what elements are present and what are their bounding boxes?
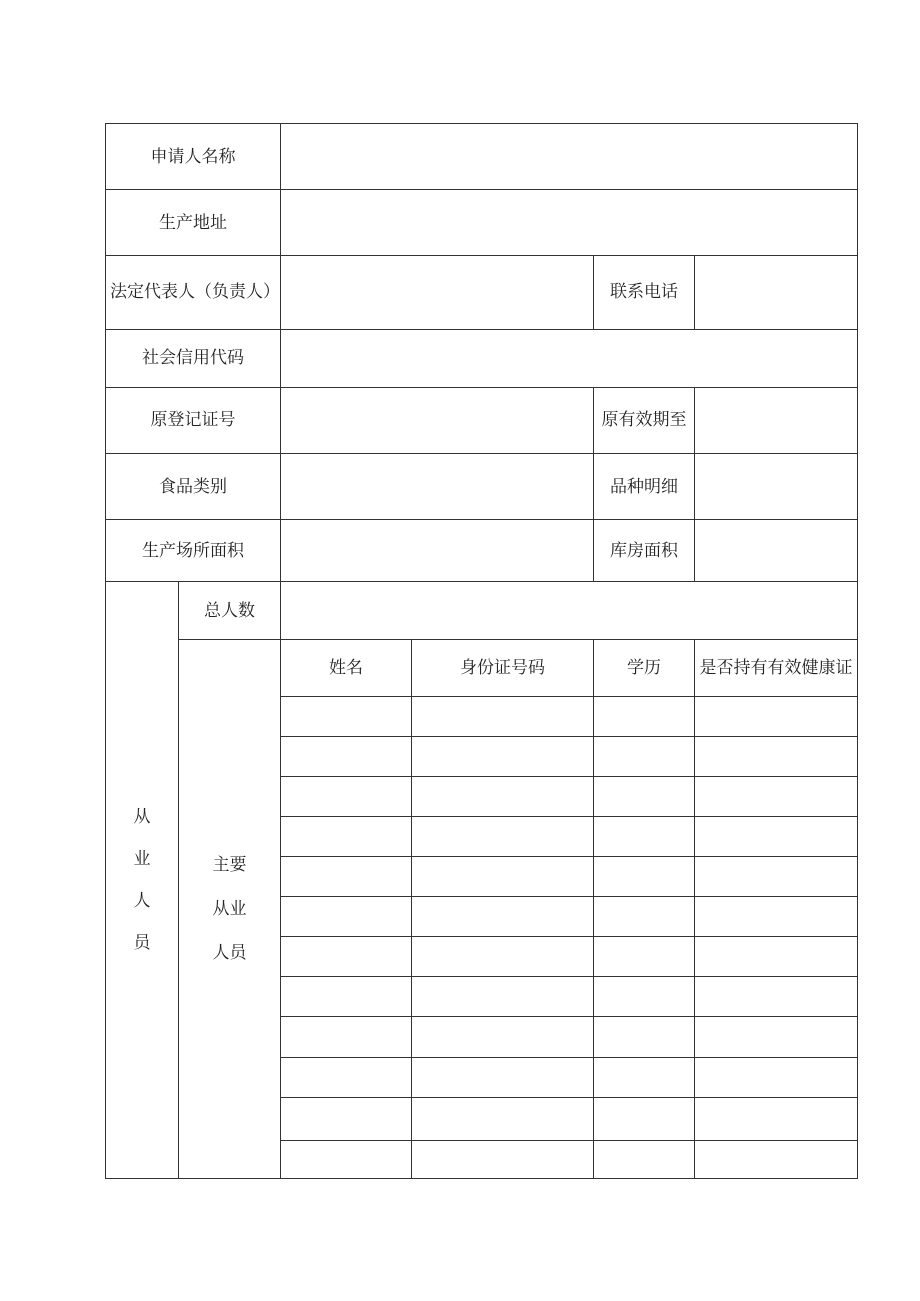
- field-legal-rep[interactable]: [281, 256, 594, 329]
- cell-id-number[interactable]: [412, 1140, 594, 1178]
- staff-group-char: 从: [133, 807, 151, 828]
- cell-id-number[interactable]: [412, 1017, 594, 1057]
- cell-education[interactable]: [594, 937, 695, 977]
- column-header-education: 学历: [594, 640, 695, 696]
- label-legal-rep: 法定代表人（负责人）: [106, 256, 281, 329]
- cell-health-cert[interactable]: [695, 736, 858, 776]
- row-legal-rep: [106, 256, 858, 329]
- main-staff-line: 从业: [212, 899, 247, 920]
- cell-health-cert[interactable]: [695, 977, 858, 1017]
- column-header-name: 姓名: [281, 640, 412, 696]
- column-header-health-cert: 是否持有有效健康证: [695, 640, 858, 696]
- cell-id-number[interactable]: [412, 857, 594, 897]
- cell-id-number[interactable]: [412, 1097, 594, 1140]
- label-food-category: 食品类别: [106, 453, 281, 519]
- cell-name[interactable]: [281, 776, 412, 816]
- cell-name[interactable]: [281, 977, 412, 1017]
- field-original-valid-until[interactable]: [695, 387, 858, 453]
- field-original-reg-no[interactable]: [281, 387, 594, 453]
- cell-health-cert[interactable]: [695, 857, 858, 897]
- cell-id-number[interactable]: [412, 897, 594, 937]
- cell-id-number[interactable]: [412, 736, 594, 776]
- field-total-people[interactable]: [281, 582, 858, 640]
- label-original-valid-until: 原有效期至: [594, 387, 695, 453]
- cell-name[interactable]: [281, 1097, 412, 1140]
- cell-id-number[interactable]: [412, 1057, 594, 1097]
- cell-education[interactable]: [594, 897, 695, 937]
- field-site-area[interactable]: [281, 520, 594, 582]
- cell-id-number[interactable]: [412, 937, 594, 977]
- field-food-category[interactable]: [281, 453, 594, 519]
- field-variety-detail[interactable]: [695, 453, 858, 519]
- cell-health-cert[interactable]: [695, 816, 858, 856]
- cell-id-number[interactable]: [412, 977, 594, 1017]
- cell-education[interactable]: [594, 1097, 695, 1140]
- row-original-reg: [106, 387, 858, 453]
- label-site-area: 生产场所面积: [106, 520, 281, 582]
- cell-health-cert[interactable]: [695, 1140, 858, 1178]
- cell-name[interactable]: [281, 1140, 412, 1178]
- cell-education[interactable]: [594, 1140, 695, 1178]
- field-warehouse-area[interactable]: [695, 520, 858, 582]
- staff-group-char: 人: [133, 891, 151, 912]
- cell-id-number[interactable]: [412, 816, 594, 856]
- field-applicant-name[interactable]: [281, 124, 858, 190]
- cell-education[interactable]: [594, 857, 695, 897]
- cell-health-cert[interactable]: [695, 776, 858, 816]
- label-phone: 联系电话: [594, 256, 695, 329]
- row-food-category: [106, 453, 858, 519]
- label-applicant-name: 申请人名称: [106, 124, 281, 190]
- cell-education[interactable]: [594, 776, 695, 816]
- label-original-reg-no: 原登记证号: [106, 387, 281, 453]
- label-staff-group: [106, 582, 179, 1179]
- row-production-address: [106, 190, 858, 256]
- label-total-people: 总人数: [179, 582, 281, 640]
- cell-name[interactable]: [281, 696, 412, 736]
- main-staff-line: 人员: [212, 943, 247, 964]
- application-form-table: [105, 123, 858, 1179]
- cell-id-number[interactable]: [412, 696, 594, 736]
- field-production-address[interactable]: [281, 190, 858, 256]
- field-credit-code[interactable]: [281, 329, 858, 387]
- cell-health-cert[interactable]: [695, 696, 858, 736]
- cell-name[interactable]: [281, 816, 412, 856]
- row-applicant-name: [106, 124, 858, 190]
- staff-group-char: 业: [133, 849, 151, 870]
- field-phone[interactable]: [695, 256, 858, 329]
- cell-health-cert[interactable]: [695, 1057, 858, 1097]
- cell-education[interactable]: [594, 1017, 695, 1057]
- cell-name[interactable]: [281, 937, 412, 977]
- row-credit-code: [106, 329, 858, 387]
- cell-name[interactable]: [281, 1017, 412, 1057]
- cell-health-cert[interactable]: [695, 937, 858, 977]
- cell-name[interactable]: [281, 857, 412, 897]
- cell-education[interactable]: [594, 696, 695, 736]
- row-total-people: [106, 582, 858, 640]
- cell-education[interactable]: [594, 1057, 695, 1097]
- cell-name[interactable]: [281, 897, 412, 937]
- staff-group-char: 员: [133, 933, 151, 954]
- cell-name[interactable]: [281, 736, 412, 776]
- cell-health-cert[interactable]: [695, 1097, 858, 1140]
- staff-table-header: [106, 640, 858, 696]
- cell-health-cert[interactable]: [695, 1017, 858, 1057]
- cell-education[interactable]: [594, 977, 695, 1017]
- cell-education[interactable]: [594, 736, 695, 776]
- main-staff-line: 主要: [212, 855, 247, 876]
- cell-id-number[interactable]: [412, 776, 594, 816]
- label-variety-detail: 品种明细: [594, 453, 695, 519]
- cell-health-cert[interactable]: [695, 897, 858, 937]
- cell-education[interactable]: [594, 816, 695, 856]
- label-credit-code: 社会信用代码: [106, 329, 281, 387]
- label-main-staff: [179, 640, 281, 1179]
- label-production-address: 生产地址: [106, 190, 281, 256]
- label-warehouse-area: 库房面积: [594, 520, 695, 582]
- cell-name[interactable]: [281, 1057, 412, 1097]
- row-site-area: [106, 520, 858, 582]
- column-header-id-number: 身份证号码: [412, 640, 594, 696]
